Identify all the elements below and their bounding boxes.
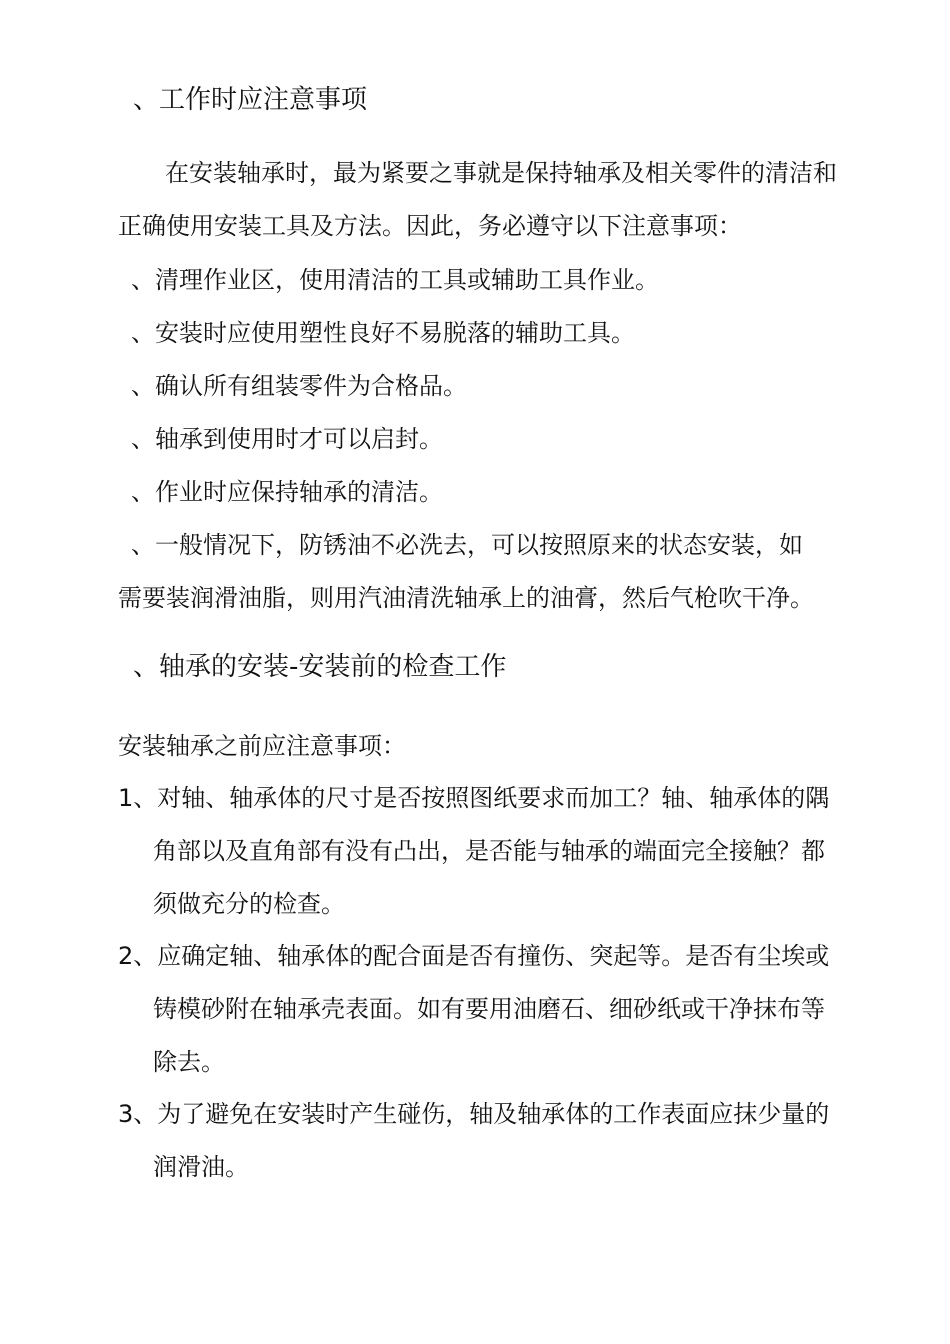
precaution-item: 、清理作业区，使用清洁的工具或辅助工具作业。	[131, 266, 659, 294]
numbered-item-2-line: 除去。	[153, 1048, 225, 1076]
numbered-item-3-line: 3、为了避免在安装时产生碰伤，轴及轴承体的工作表面应抹少量的	[118, 1100, 830, 1128]
numbered-item-3-line: 润滑油。	[153, 1153, 249, 1181]
precaution-item: 、作业时应保持轴承的清洁。	[131, 478, 443, 506]
paragraph-line: 在安装轴承时，最为紧要之事就是保持轴承及相关零件的清洁和	[165, 159, 837, 187]
numbered-item-1-line: 角部以及直角部有没有凸出，是否能与轴承的端面完全接触？都	[153, 837, 825, 865]
numbered-item-1-line: 1、对轴、轴承体的尺寸是否按照图纸要求而加工？轴、轴承体的隅	[118, 784, 830, 812]
precaution-item: 、轴承到使用时才可以启封。	[131, 425, 443, 453]
precaution-item: 、确认所有组装零件为合格品。	[131, 372, 467, 400]
paragraph-line: 正确使用安装工具及方法。因此，务必遵守以下注意事项：	[118, 212, 742, 240]
section-heading-bearing-installation: 、轴承的安装-安装前的检查工作	[133, 652, 507, 682]
section-heading-work-precautions: 、工作时应注意事项	[133, 85, 368, 115]
precaution-item-continuation: 需要装润滑油脂，则用汽油清洗轴承上的油膏，然后气枪吹干净。	[118, 584, 814, 612]
precaution-item: 、一般情况下，防锈油不必洗去，可以按照原来的状态安装，如	[131, 531, 803, 559]
numbered-item-2-line: 铸模砂附在轴承壳表面。如有要用油磨石、细砂纸或干净抹布等	[153, 995, 825, 1023]
precaution-item: 、安装时应使用塑性良好不易脱落的辅助工具。	[131, 319, 635, 347]
numbered-item-2-line: 2、应确定轴、轴承体的配合面是否有撞伤、突起等。是否有尘埃或	[118, 942, 830, 970]
numbered-item-1-line: 须做充分的检查。	[153, 890, 345, 918]
section-intro: 安装轴承之前应注意事项：	[118, 732, 406, 760]
